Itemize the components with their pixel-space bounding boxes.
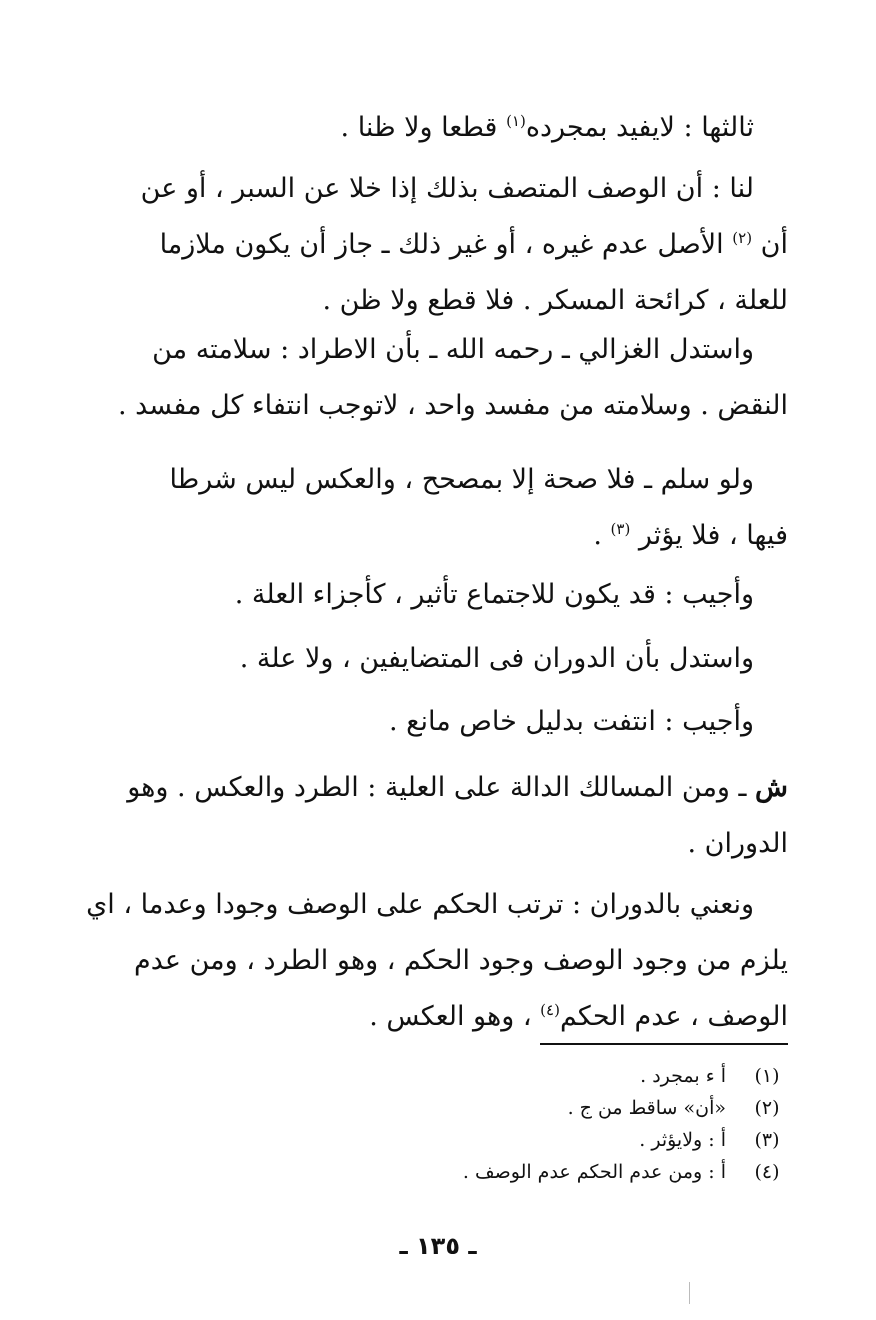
paragraph-4 xyxy=(120,452,788,564)
paragraph-1 xyxy=(120,100,788,156)
paragraph-line: واستدل بأن الدوران فى المتضايفين ، ولا علة . xyxy=(239,643,754,674)
paragraph-line: وأجيب : انتفت بدليل خاص مانع . xyxy=(388,706,754,737)
paragraph-line: يلزم من وجود الوصف وجود الحكم ، وهو الطرد ، ومن عدم xyxy=(134,945,788,976)
paragraph-line: ولو سلم ـ فلا صحة إلا بمصحح ، والعكس ليس شرطا xyxy=(169,464,754,495)
sharh-marker: ش xyxy=(755,772,788,803)
paragraph-line: لنا : أن الوصف المتصف بذلك إذا خلا عن السبر ، أو عن xyxy=(140,173,754,204)
paragraph-8 xyxy=(120,760,788,872)
paragraph-line: وأجيب : قد يكون للاجتماع تأثير ، كأجزاء العلة . xyxy=(234,579,754,610)
paragraph-line: الوصف ، عدم الحكم$^{(٤)}$ ، وهو العكس . xyxy=(369,1001,788,1032)
footnotes xyxy=(338,1060,798,1188)
footnote-3 xyxy=(338,1124,798,1156)
footnote-number: (٣) xyxy=(754,1129,780,1151)
paragraph-line: واستدل الغزالي ـ رحمه الله ـ بأن الاطراد : سلامته من xyxy=(152,334,754,365)
paragraph-line: ونعني بالدوران : ترتب الحكم على الوصف وجودا وعدما ، اي xyxy=(86,889,754,920)
footnote-text: أ : ومن عدم الحكم عدم الوصف . xyxy=(462,1161,726,1183)
footnote-ref-1: (١) xyxy=(506,112,526,130)
footnote-text: «أن» ساقط من ج . xyxy=(567,1097,726,1119)
footnote-separator xyxy=(540,1043,788,1045)
footnote-4 xyxy=(338,1156,798,1188)
paragraph-6 xyxy=(120,631,788,687)
footnote-text: أ ء بمجرد . xyxy=(640,1065,726,1087)
paragraph-2 xyxy=(120,161,788,329)
paragraph-7 xyxy=(120,694,788,750)
footnote-ref-2: (٢) xyxy=(732,229,753,247)
footnote-number: (٤) xyxy=(754,1161,780,1183)
paragraph-3 xyxy=(117,322,788,434)
paragraph-line: النقض . وسلامته من مفسد واحد ، لاتوجب انتفاء كل مفسد . xyxy=(117,390,788,421)
paragraph-9 xyxy=(86,877,788,1045)
footnote-ref-3: (٣) xyxy=(610,520,631,538)
footnote-ref-4: (٤) xyxy=(540,1001,560,1019)
footnote-1 xyxy=(338,1060,798,1092)
paragraph-line: ثالثها : لايفيد بمجرده$^{(١)}$ قطعا ولا ظنا . xyxy=(340,112,754,143)
paragraph-line: ش ـ ومن المسالك الدالة على العلية : الطرد والعكس . وهو xyxy=(127,772,788,803)
margin-mark xyxy=(689,1282,690,1304)
footnote-2 xyxy=(338,1092,798,1124)
paragraph-line: أن $^{(٢)}$ الأصل عدم غيره ، أو غير ذلك ـ جاز أن يكون ملازما xyxy=(159,229,788,260)
footnote-number: (٢) xyxy=(754,1097,780,1119)
paragraph-line: للعلة ، كرائحة المسكر . فلا قطع ولا ظن . xyxy=(322,285,788,316)
paragraph-line: فيها ، فلا يؤثر $^{(٣)}$ . xyxy=(593,520,788,551)
footnote-text: أ : ولايؤثر . xyxy=(639,1129,726,1151)
paragraph-line: الدوران . xyxy=(687,828,788,859)
paragraph-5 xyxy=(120,567,788,623)
page-number: ـ ١٣٥ ـ xyxy=(399,1232,477,1260)
footnote-number: (١) xyxy=(754,1065,780,1087)
